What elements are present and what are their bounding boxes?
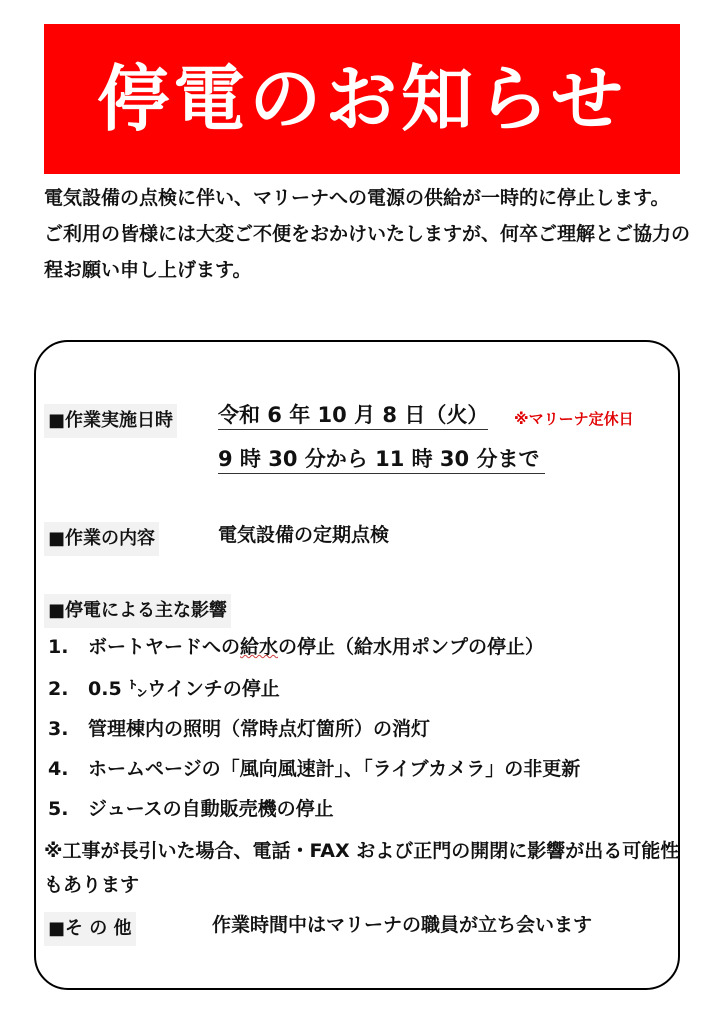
schedule-label: ■作業実施日時 [44, 404, 177, 438]
page-title: 停電のお知らせ [97, 57, 627, 141]
list-item [48, 632, 544, 662]
schedule-time-wrap [218, 444, 545, 474]
other-label: ■そ の 他 [44, 912, 136, 946]
list-item-text-marked: 給水 [240, 636, 279, 658]
list-item-number: 4. [48, 758, 69, 780]
content-value: 電気設備の定期点検 [218, 524, 390, 546]
list-item-text-rest: の停止（給水用ポンプの停止） [278, 636, 545, 658]
title-banner [44, 24, 680, 174]
list-item-text: ジュースの自動販売機の停止 [88, 798, 334, 820]
schedule-time: 9 時 30 分から 11 時 30 分まで [218, 447, 545, 474]
other-value: 作業時間中はマリーナの職員が立ち会います [212, 914, 593, 936]
list-item-number: 1. [48, 636, 69, 658]
list-item [48, 794, 334, 824]
list-item [48, 674, 280, 704]
list-item-text: ボートヤードへの [88, 636, 241, 658]
list-item-text: 0.5 ㌧ウインチの停止 [88, 678, 280, 700]
list-item-number: 3. [48, 718, 69, 740]
list-item-text: ホームページの「風向風速計」、「ライブカメラ」の非更新 [88, 758, 581, 780]
impacts-footnote: ※工事が長引いた場合、電話・FAX および正門の開閉に影響が出る可能性もあります [44, 840, 680, 896]
list-item-number: 2. [48, 678, 69, 700]
list-item [48, 714, 430, 744]
list-item [48, 754, 580, 784]
schedule-date-wrap [218, 400, 488, 430]
content-label: ■作業の内容 [44, 522, 159, 556]
impacts-label: ■停電による主な影響 [44, 594, 231, 628]
intro-paragraph: 電気設備の点検に伴い、マリーナへの電源の供給が一時的に停止します。 ご利用の皆様には大変ご不便をおかけいたしますが、何卒ご理解とご協力の程お願い申し上げます。 [44, 187, 691, 281]
list-item-number: 5. [48, 798, 69, 820]
schedule-date: 令和 6 年 10 月 8 日（火） [218, 403, 488, 430]
schedule-note: ※マリーナ定休日 [514, 410, 634, 428]
list-item-text: 管理棟内の照明（常時点灯箇所）の消灯 [88, 718, 431, 740]
